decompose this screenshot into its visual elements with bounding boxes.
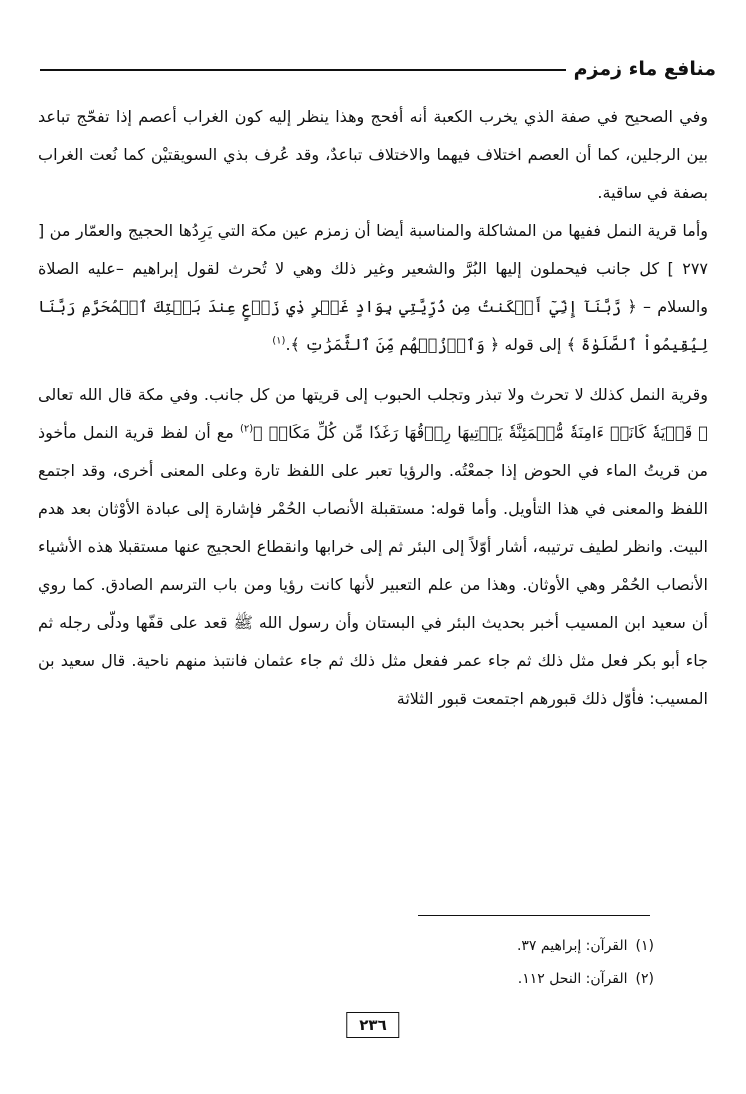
quran-verse-nahl: ﴿ قَرۡيَةٗ كَانَتۡ ءَامِنَةٗ مُّطۡمَئِنَّةٗ يَأۡتِيهَا رِزۡقُهَا رَغَدٗا مِّن كُلِّ مَكَانٖ ﴾ <box>253 423 708 442</box>
footnote-text: القرآن: إبراهيم ٣٧. <box>516 938 628 954</box>
paragraph-2 <box>38 212 708 364</box>
footnote-number: (١) <box>635 938 654 954</box>
footnote-number: (٢) <box>635 971 654 987</box>
footnotes <box>517 930 654 996</box>
footnote-1 <box>517 930 654 963</box>
paragraph-gap <box>38 364 708 376</box>
paragraph-2-connector: إلى قوله <box>499 335 567 354</box>
paragraph-3-text-b: مع أن لفظ قرية النمل مأخوذ من قريتُ الماء في الحوض إذا جمعْتُه. والرؤيا تعبر على اللفظ تارة وعلى المعنى أخرى، وقد اجتمع اللفظ والمعنى في هذا التأويل. وأما قوله: مستقبلة الأنصاب الحُمْر فإشارة إلى عبادة الأوْثان بعد هدم البيت. وانظر لطيف ترتيبه، أشار أوّلاً إلى البئر ثم إلى خرابها وانقطاع الحجيج عنها مستقبلا هذه الأشياء الأنصاب الحُمْر وهي الأوثان. وهذا من علم التعبير لأنها كانت رؤيا ومن باب الترسم الصادق. كما روي أن سعيد ابن المسيب أخبر بحديث البئر في البستان وأن رسول الله ﷺ قعد على قفّها ودلّى رجله ثم جاء أبو بكر فعل مثل ذلك ثم جاء عمر ففعل مثل ذلك ثم جاء عثمان فانتبذ منهم ناحية. قال سعيد بن المسيب: فأوّل ذلك قبورهم اجتمعت قبور الثلاثة <box>38 423 708 708</box>
paragraph-1: وفي الصحيح في صفة الذي يخرب الكعبة أنه أفحج وهذا ينظر إليه كون الغراب أعصم إذا تفحّج تباعد بين الرجلين، كما أن العصم اختلاف فيهما والاختلاف تباعدٌ، وقد عُرف بذي السويقتيْن كما نُعت الغراب بصفة في ساقية. <box>38 107 708 202</box>
header-rule <box>40 69 566 71</box>
paragraph-2-text: وأما قرية النمل ففيها من المشاكلة والمناسبة أيضا أن زمزم عين مكة التي يَرِدُها الحجيج والعمّار من [ ٢٧٧ ] كل جانب فيحملون إليها البُرَّ والشعير وغير ذلك وهي لا تُحرث لقول إبراهيم –عليه الصلاة والسلام – <box>38 221 708 316</box>
footnote-marker-2[interactable]: (٢) <box>239 423 254 435</box>
page-number: ٢٣٦ <box>346 1012 399 1038</box>
quran-verse-ibrahim: ﴿ رَّبَّنَآ إِنِّيٓ أَسۡكَنتُ مِن ذُرِّيَّتِي بِوَادٍ غَيۡرِ ذِي زَرۡعٍ عِندَ بَيۡتِكَ ٱلۡمُحَرَّمِ رَبَّنَا لِيُقِيمُواْ ٱلصَّلَوٰةَ ﴾ <box>38 297 708 354</box>
running-header-title: منافع ماء زمزم <box>573 58 716 80</box>
paragraph-3-text-a: وقرية النمل كذلك لا تحرث ولا تبذر وتجلب الحبوب إلى قريتها من كل جانب. وفي مكة قال الله تعالى <box>38 385 708 404</box>
footnote-text: القرآن: النحل ١١٢. <box>517 971 628 987</box>
main-text <box>38 98 708 718</box>
footnote-separator <box>418 915 650 916</box>
footnote-marker-1[interactable]: (١) <box>272 335 286 347</box>
running-header <box>40 52 716 86</box>
quran-verse-ibrahim-end: ﴿ وَٱرۡزُقۡهُم مِّنَ ٱلثَّمَرَٰتِ ﴾ <box>290 335 500 354</box>
paragraph-3 <box>38 376 708 718</box>
footnote-2 <box>517 963 654 996</box>
paragraph-2-end: . <box>285 335 291 354</box>
